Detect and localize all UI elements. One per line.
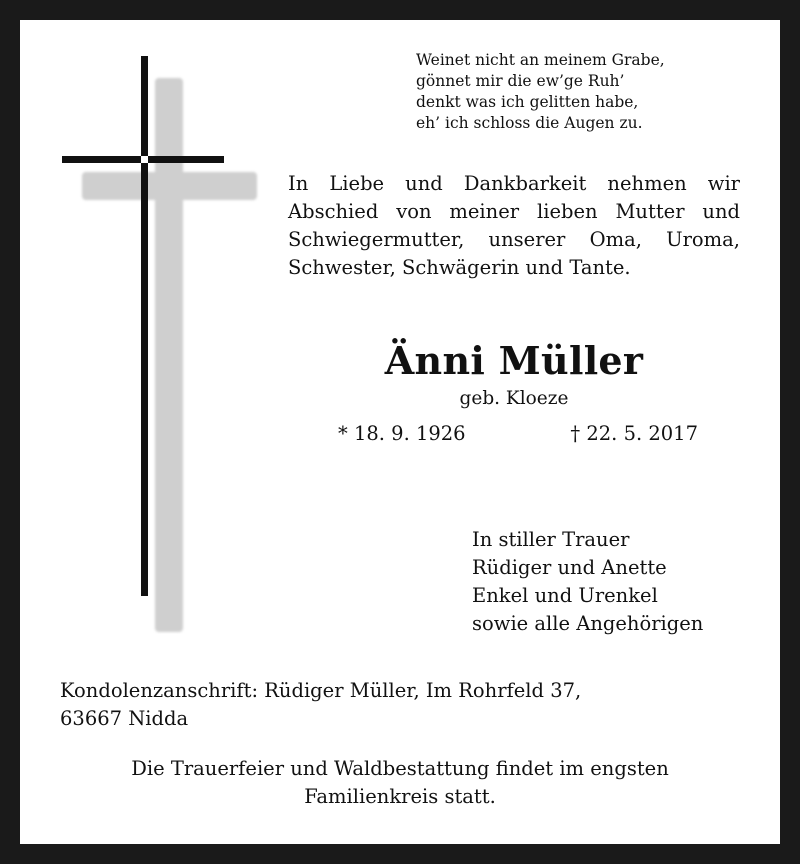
poem-line: denkt was ich gelitten habe, [416, 93, 639, 111]
mourner-line: sowie alle Angehörigen [472, 612, 704, 635]
ceremony-line: Familienkreis statt. [304, 785, 496, 808]
obituary-card [20, 20, 780, 844]
mourner-line: Rüdiger und Anette [472, 556, 667, 579]
mourners [472, 526, 762, 638]
intro-text: In Liebe und Dankbarkeit nehmen wir Abschied von meiner lieben Mutter und Schwiegermutter, unserer Oma, Uroma, Schwester, Schwägerin und Tante. [288, 172, 740, 279]
life-dates [338, 422, 698, 445]
condolence-address [60, 677, 760, 733]
mourner-line: Enkel und Urenkel [472, 584, 658, 607]
death-date: † 22. 5. 2017 [570, 422, 698, 445]
poem-line: eh’ ich schloss die Augen zu. [416, 114, 643, 132]
deceased-name: Änni Müller [384, 338, 644, 383]
cross-icon [60, 54, 260, 634]
birth-date: * 18. 9. 1926 [338, 422, 466, 445]
mourner-line: In stiller Trauer [472, 528, 630, 551]
condolence-line: 63667 Nidda [60, 707, 189, 730]
condolence-line: Kondolenzanschrift: Rüdiger Müller, Im Rohrfeld 37, [60, 679, 582, 702]
poem [416, 50, 736, 134]
ceremony-line: Die Trauerfeier und Waldbestattung findet im engsten [131, 757, 669, 780]
maiden-name: geb. Kloeze [459, 388, 569, 409]
poem-line: gönnet mir die ew’ge Ruh’ [416, 72, 625, 90]
ceremony-note [60, 755, 740, 811]
poem-line: Weinet nicht an meinem Grabe, [416, 51, 665, 69]
